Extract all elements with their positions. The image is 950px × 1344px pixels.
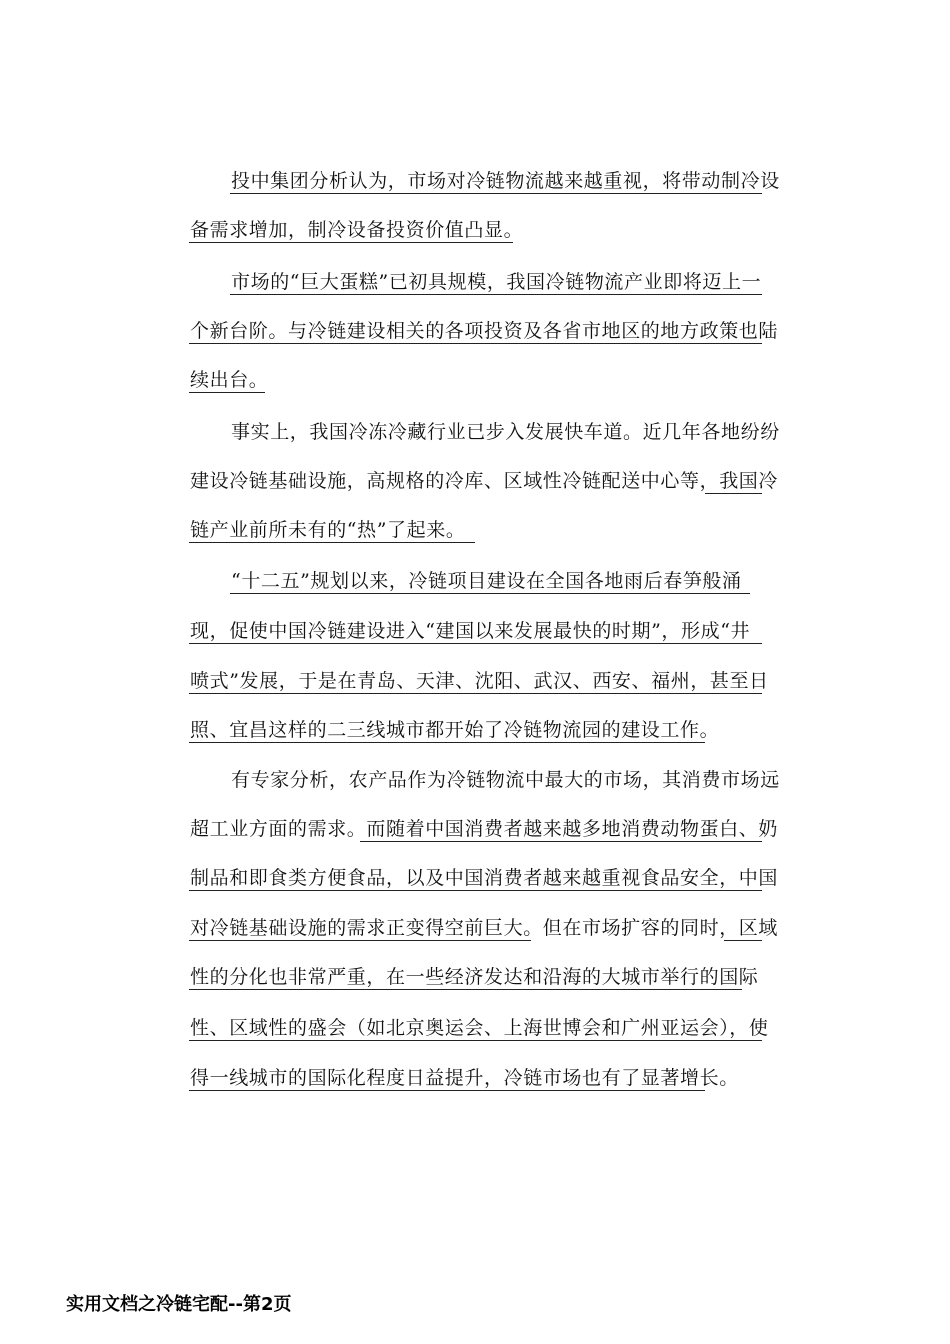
underline-mark <box>189 693 762 694</box>
underline-mark <box>230 294 762 295</box>
underline-mark <box>189 242 513 243</box>
underline-mark <box>189 643 762 644</box>
paragraph-4-line-4: 照、宜昌这样的二三线城市都开始了冷链物流园的建设工作。 <box>190 719 720 741</box>
paragraph-2-line-3: 续出台。 <box>190 369 269 391</box>
paragraph-5-line-5: 性的分化也非常严重，在一些经济发达和沿海的大城市举行的国际 <box>190 966 759 988</box>
underline-mark <box>189 1090 705 1091</box>
underline-mark <box>705 493 762 494</box>
paragraph-4-line-3: 喷式”发展，于是在青岛、天津、沈阳、武汉、西安、福州，甚至日 <box>190 670 769 692</box>
paragraph-4-line-2: 现，促使中国冷链建设进入“建国以来发展最快的时期”，形成“井 <box>190 620 751 642</box>
page-footer: 实用文档之冷链宅配--第2页 <box>66 1294 292 1315</box>
paragraph-3-line-2: 建设冷链基础设施，高规格的冷库、区域性冷链配送中心等，我国冷 <box>190 470 779 492</box>
underline-mark <box>189 742 705 743</box>
paragraph-2-line-2: 个新台阶。与冷链建设相关的各项投资及各省市地区的地方政策也陆 <box>190 320 779 342</box>
paragraph-5-line-4: 对冷链基础设施的需求正变得空前巨大。但在市场扩容的同时，区域 <box>190 917 779 939</box>
underline-mark <box>360 841 762 842</box>
underline-mark <box>189 392 265 393</box>
underline-mark <box>189 989 742 990</box>
underline-mark <box>189 1040 762 1041</box>
underline-mark <box>724 940 762 941</box>
paragraph-3-line-1: 事实上，我国冷冻冷藏行业已步入发展快车道。近几年各地纷纷 <box>231 421 780 443</box>
underline-mark <box>189 940 531 941</box>
paragraph-5-line-7: 得一线城市的国际化程度日益提升，冷链市场也有了显著增长。 <box>190 1067 739 1089</box>
underline-mark <box>230 193 762 194</box>
paragraph-5-line-1: 有专家分析，农产品作为冷链物流中最大的市场，其消费市场远 <box>231 769 780 791</box>
paragraph-1-line-1: 投中集团分析认为，市场对冷链物流越来越重视，将带动制冷设 <box>231 170 780 192</box>
paragraph-1-line-2: 备需求增加，制冷设备投资价值凸显。 <box>190 219 524 241</box>
underline-mark <box>230 593 750 594</box>
paragraph-5-line-3: 制品和即食类方便食品，以及中国消费者越来越重视食品安全，中国 <box>190 867 779 889</box>
paragraph-5-line-2: 超工业方面的需求。而随着中国消费者越来越多地消费动物蛋白、奶 <box>190 818 779 840</box>
paragraph-5-line-6: 性、区域性的盛会（如北京奥运会、上海世博会和广州亚运会），使 <box>190 1017 769 1039</box>
underline-mark <box>189 343 762 344</box>
underline-mark <box>189 542 475 543</box>
paragraph-3-line-3: 链产业前所未有的“热”了起来。 <box>190 519 466 541</box>
underline-mark <box>189 890 762 891</box>
paragraph-4-line-1: “十二五”规划以来，冷链项目建设在全国各地雨后春笋般涌 <box>231 570 742 592</box>
paragraph-2-line-1: 市场的“巨大蛋糕”已初具规模，我国冷链物流产业即将迈上一 <box>231 271 762 293</box>
